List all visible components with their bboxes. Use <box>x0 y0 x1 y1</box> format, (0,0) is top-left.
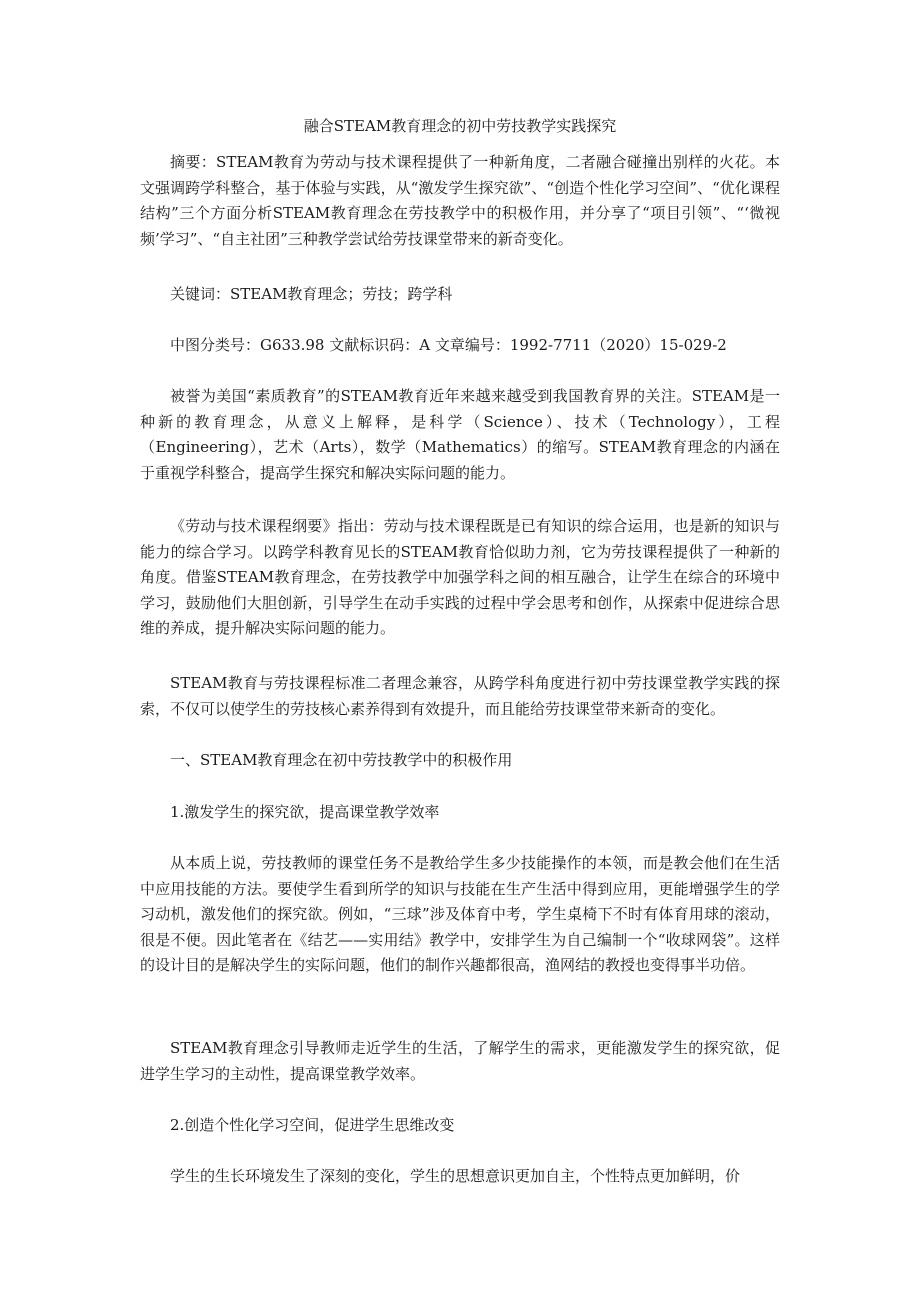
subsection-heading-1: 1.激发学生的探究欲，提高课堂教学效率 <box>170 803 440 821</box>
document-title: 融合STEAM教育理念的初中劳技教学实践探究 <box>303 117 617 135</box>
body-paragraph-compatibility: STEAM教育与劳技课程标准二者理念兼容，从跨学科角度进行初中劳技课堂教学实践的探索，不仅可以使学生的劳技核心素养得到有效提升，而且能给劳技课堂带来新奇的变化。 <box>140 674 780 718</box>
section-heading-1: 一、STEAM教育理念在初中劳技教学中的积极作用 <box>170 751 513 769</box>
body-paragraph-syllabus: 《劳动与技术课程纲要》指出：劳动与技术课程既是已有知识的综合运用，也是新的知识与能力的综合学习。以跨学科教育见长的STEAM教育恰似助力剂，它为劳技课程提供了一种新的角度。借鉴STEAM教育理念，在劳技教学中加强学科之间的相互融合，让学生在综合的环境中学习，鼓励他们大胆创新，引导学生在动手实践的过程中学会思考和创作，从探索中促进综合思维的养成，提升解决实际问题的能力。 <box>140 517 780 638</box>
subsection-heading-2: 2.创造个性化学习空间，促进学生思维改变 <box>170 1116 455 1134</box>
body-paragraph-efficiency: STEAM教育理念引导教师走近学生的生活，了解学生的需求，更能激发学生的探究欲，促进学生学习的主动性，提高课堂教学效率。 <box>140 1039 780 1083</box>
abstract-paragraph: 摘要：STEAM教育为劳动与技术课程提供了一种新角度，二者融合碰撞出别样的火花。本文强调跨学科整合，基于体验与实践，从“激发学生探究欲”、“创造个性化学习空间”、“优化课程结构”三个方面分析STEAM教育理念在劳技教学中的积极作用，并分享了“项目引领”、“‘微视频’学习”、“自主社团”三种教学尝试给劳技课堂带来的新奇变化。 <box>140 153 780 248</box>
classification-line: 中图分类号：G633.98 文献标识码：A 文章编号：1992-7711（2020）15-029-2 <box>170 336 727 354</box>
body-paragraph-exploration: 从本质上说，劳技教师的课堂任务不是教给学生多少技能操作的本领，而是教会他们在生活中应用技能的方法。要使学生看到所学的知识与技能在生产生活中得到应用，更能增强学生的学习动机，激发他们的探究欲。例如，“三球”涉及体育中考，学生桌椅下不时有体育用球的滚动，很是不便。因此笔者在《结艺——实用结》教学中，安排学生为自己编制一个“收球网袋”。这样的设计目的是解决学生的实际问题，他们的制作兴趣都很高，渔网结的教授也变得事半功倍。 <box>140 854 780 975</box>
body-paragraph-environment: 学生的生长环境发生了深刻的变化，学生的思想意识更加自主，个性特点更加鲜明，价 <box>170 1167 741 1185</box>
keywords-line: 关键词：STEAM教育理念；劳技；跨学科 <box>170 285 453 303</box>
body-paragraph-intro: 被誉为美国“素质教育”的STEAM教育近年来越来越受到我国教育界的关注。STEAM是一种新的教育理念，从意义上解释，是科学（Science）、技术（Technology），工程（Engineering），艺术（Arts），数学（Mathematics）的缩写。STEAM教育理念的内涵在于重视学科整合，提高学生探究和解决实际问题的能力。 <box>140 387 780 482</box>
